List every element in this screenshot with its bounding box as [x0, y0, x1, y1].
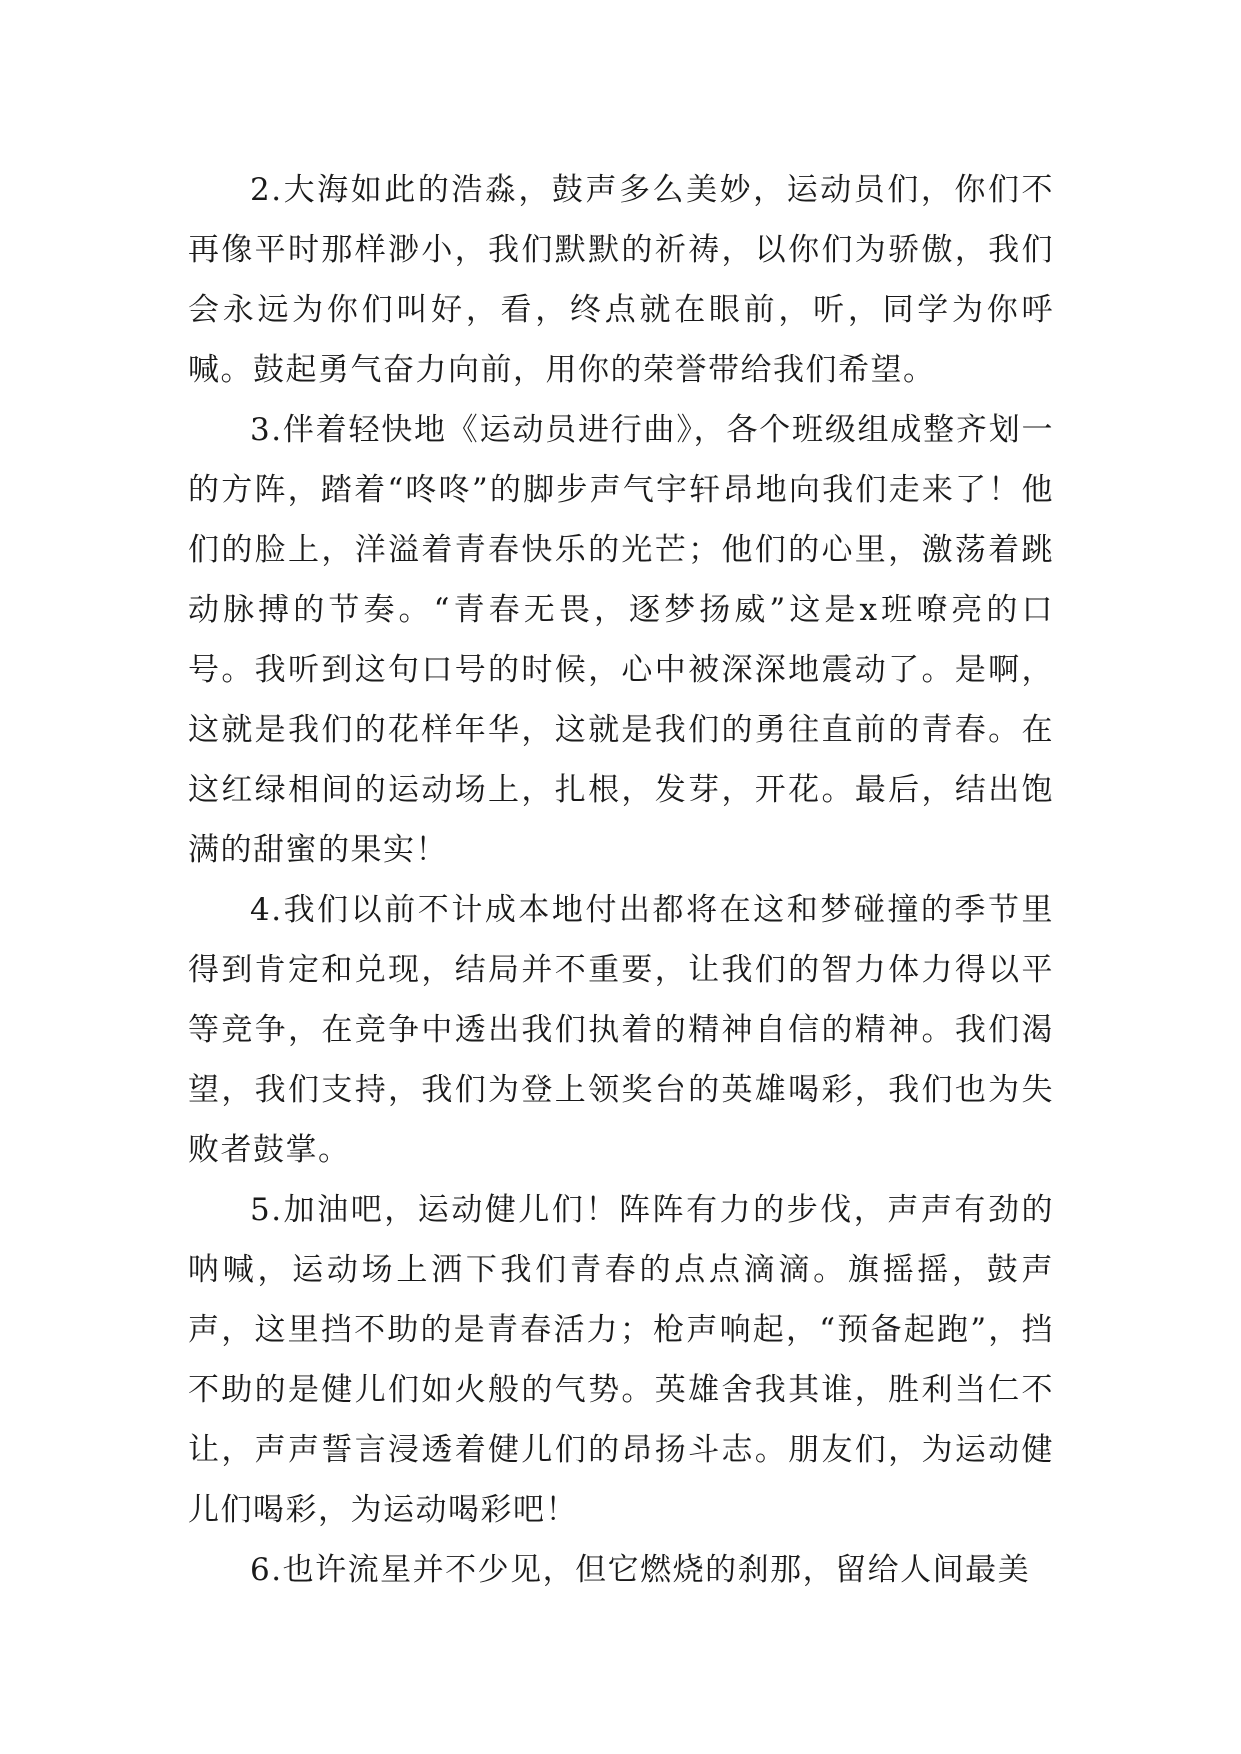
paragraph-2: 2.大海如此的浩淼，鼓声多么美妙，运动员们，你们不再像平时那样渺小，我们默默的祈祷，以你们为骄傲，我们会永远为你们叫好，看，终点就在眼前，听，同学为你呼喊。鼓起勇气奋力向前，用你的荣誉带给我们希望。 [188, 172, 1054, 388]
paragraph-6: 6.也许流星并不少见，但它燃烧的刹那，留给人间最美 [250, 1552, 1031, 1588]
document-body [188, 160, 1054, 1600]
paragraph-3: 3.伴着轻快地《运动员进行曲》，各个班级组成整齐划一的方阵，踏着“咚咚”的脚步声气宇轩昂地向我们走来了！他们的脸上，洋溢着青春快乐的光芒；他们的心里，激荡着跳动脉搏的节奏。“青春无畏，逐梦扬威”这是x班嘹亮的口号。我听到这句口号的时候，心中被深深地震动了。是啊，这就是我们的花样年华，这就是我们的勇往直前的青春。在这红绿相间的运动场上，扎根，发芽，开花。最后，结出饱满的甜蜜的果实！ [188, 412, 1054, 868]
paragraph-5: 5.加油吧，运动健儿们！阵阵有力的步伐，声声有劲的呐喊，运动场上洒下我们青春的点点滴滴。旗摇摇，鼓声声，这里挡不助的是青春活力；枪声响起，“预备起跑”，挡不助的是健儿们如火般的气势。英雄舍我其谁，胜利当仁不让，声声誓言浸透着健儿们的昂扬斗志。朋友们，为运动健儿们喝彩，为运动喝彩吧！ [188, 1192, 1054, 1528]
paragraph-4: 4.我们以前不计成本地付出都将在这和梦碰撞的季节里得到肯定和兑现，结局并不重要，让我们的智力体力得以平等竞争，在竞争中透出我们执着的精神自信的精神。我们渴望，我们支持，我们为登上领奖台的英雄喝彩，我们也为失败者鼓掌。 [188, 892, 1054, 1168]
